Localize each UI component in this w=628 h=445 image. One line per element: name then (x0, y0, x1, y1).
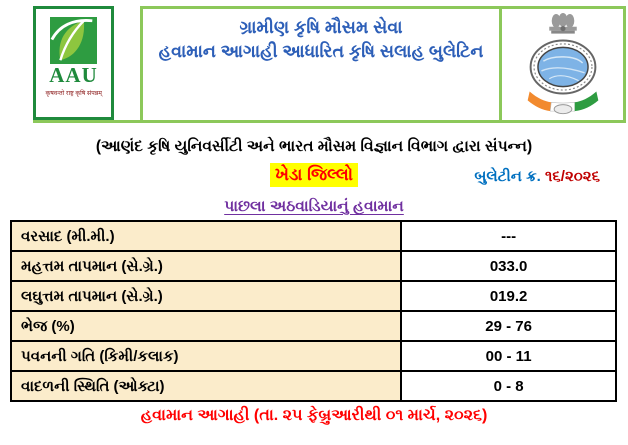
table-row (11, 371, 616, 401)
parameter-cell: વરસાદ (મી.મી.) (11, 221, 401, 251)
title-cell (140, 6, 502, 120)
district-row (0, 163, 628, 193)
parameter-cell: મહત્તમ તાપમાન (સે.ગ્રે.) (11, 251, 401, 281)
bulletin-number-value: ૧૬/૨૦૨૬ (545, 168, 600, 185)
parameter-cell: પવનની ગતિ (કિમી/કલાક) (11, 341, 401, 371)
table-row (11, 341, 616, 371)
header (33, 6, 626, 123)
section-heading-wrap (0, 198, 628, 216)
leaf-icon (50, 17, 97, 64)
value-cell: 0 - 8 (401, 371, 616, 401)
parameter-cell: વાદળની સ્થિતિ (ઓક્ટા) (11, 371, 401, 401)
past-week-weather-table (10, 220, 617, 402)
forecast-heading: હવામાન આગાહી (તા. ૨૫ ફેબ્રુઆરીથી ૦૧ માર્ચ, ૨૦૨૬) (140, 407, 488, 424)
imd-emblem-icon (522, 12, 604, 118)
organisation-subtitle: (આણંદ કૃષિ યુનિવર્સીટી અને ભારત મૌસમ વિજ્ઞાન વિભાગ દ્વારા સંપન્ન) (95, 138, 533, 155)
table-row (11, 281, 616, 311)
bulletin-title-line2: હવામાન આગાહી આધારિત કૃષિ સલાહ બુલેટિન (158, 40, 484, 61)
value-cell: 29 - 76 (401, 311, 616, 341)
bulletin-number-label: બુલેટીન ક્ર. (474, 168, 541, 185)
table-row (11, 221, 616, 251)
bulletin-page (0, 6, 628, 425)
parameter-cell: ભેજ (%) (11, 311, 401, 341)
table-row (11, 251, 616, 281)
value-cell: 00 - 11 (401, 341, 616, 371)
parameter-cell: લઘુત્તમ તાપમાન (સે.ગ્રે.) (11, 281, 401, 311)
bulletin-title-line1: ગ્રામીણ કૃષિ મૌસમ સેવા (239, 17, 403, 37)
table-row (11, 311, 616, 341)
value-cell: --- (401, 221, 616, 251)
header-gap (114, 6, 140, 120)
value-cell: 033.0 (401, 251, 616, 281)
bulletin-number (474, 168, 600, 185)
district-label: ખેડા જિલ્લો (270, 163, 358, 187)
aau-acronym: AAU (49, 63, 98, 87)
section-heading: પાછલા અઠવાડિયાનું હવામાન (224, 198, 404, 215)
aau-logo (33, 6, 114, 120)
value-cell: 019.2 (401, 281, 616, 311)
aau-motto: कृषवन्तो राष्ट्र कृषि संपन्नम् (45, 90, 102, 97)
imd-logo (502, 6, 626, 120)
